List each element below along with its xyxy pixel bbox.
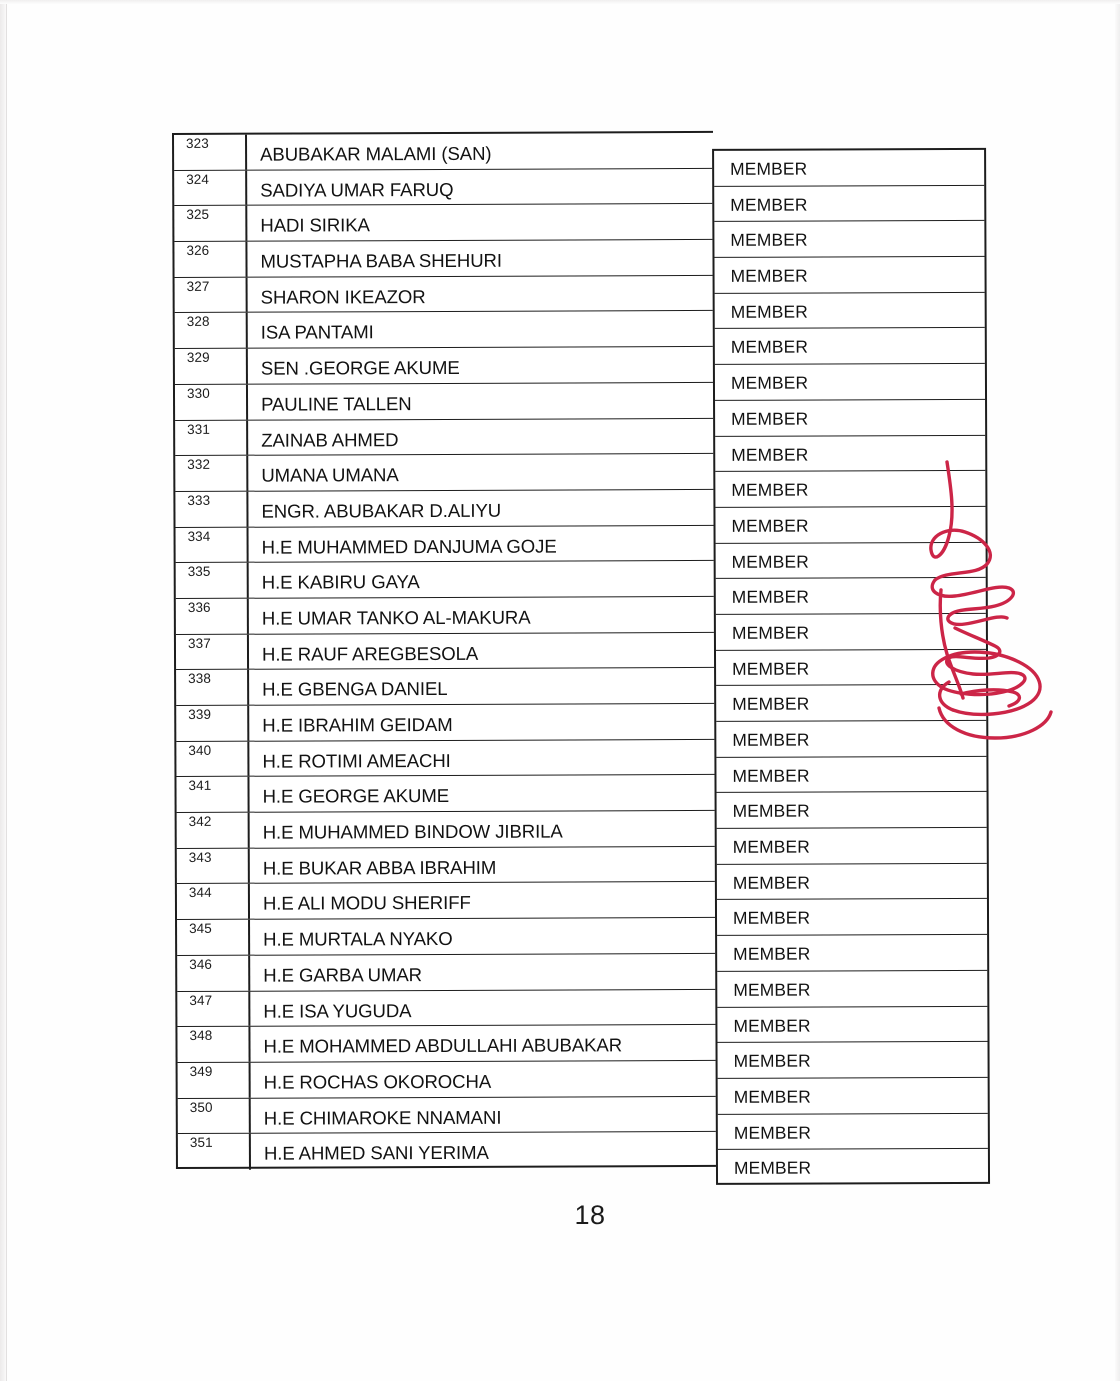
serial-number: 333 (187, 492, 211, 508)
role-cell (715, 507, 985, 544)
role-cell (717, 864, 987, 901)
serial-number-cell (174, 135, 247, 170)
role-cell (718, 1149, 988, 1186)
serial-number: 335 (187, 564, 211, 580)
serial-number: 342 (188, 813, 212, 830)
member-name: H.E MUHAMMED BINDOW JIBRILA (262, 820, 563, 843)
name-cell (251, 1132, 717, 1169)
role-cell (714, 221, 984, 258)
table-row (177, 811, 716, 849)
member-role: MEMBER (733, 1015, 811, 1036)
table-row (175, 490, 714, 528)
member-role: MEMBER (730, 301, 808, 322)
member-role: MEMBER (731, 515, 809, 536)
table-row (178, 1096, 717, 1134)
role-cell (716, 542, 986, 579)
role-cell (716, 685, 986, 722)
member-role: MEMBER (732, 872, 811, 893)
serial-number: 341 (188, 778, 212, 794)
role-cell (715, 364, 985, 401)
serial-number: 328 (186, 314, 210, 330)
table-row (176, 704, 715, 742)
table-row (176, 740, 715, 778)
member-name: H.E MOHAMMED ABDULLAHI ABUBAKAR (263, 1034, 623, 1057)
member-role: MEMBER (733, 1050, 811, 1072)
name-cell (248, 418, 714, 454)
name-cell (248, 454, 714, 490)
member-role: MEMBER (731, 551, 809, 572)
name-cell (248, 311, 714, 347)
table-row (177, 954, 716, 992)
member-role: MEMBER (733, 979, 811, 1000)
role-cell (715, 471, 985, 508)
member-name: H.E ROCHAS OKOROCHA (263, 1070, 492, 1093)
page-edge-top (0, 0, 1120, 4)
serial-number: 334 (187, 528, 211, 544)
serial-number: 338 (188, 671, 211, 687)
serial-number: 348 (189, 1028, 213, 1044)
serial-number: 347 (189, 992, 213, 1008)
page-number-value: 18 (574, 1200, 606, 1230)
member-role: MEMBER (731, 622, 810, 643)
name-cell (249, 525, 715, 561)
role-cell (714, 186, 984, 223)
role-cell (715, 328, 985, 365)
role-cell (717, 828, 987, 865)
table-row (174, 133, 713, 171)
member-name: H.E IBRAHIM GEIDAM (262, 713, 453, 736)
name-cell (250, 918, 716, 954)
name-cell (248, 347, 714, 383)
role-cell (717, 792, 987, 829)
member-name: H.E KABIRU GAYA (261, 571, 420, 593)
name-cell (249, 740, 715, 776)
name-cell (249, 561, 715, 597)
serial-number: 349 (189, 1063, 213, 1079)
serial-number: 351 (189, 1135, 213, 1151)
member-role: MEMBER (730, 372, 809, 393)
member-name: ENGR. ABUBAKAR D.ALIYU (261, 499, 502, 522)
member-name: SADIYA UMAR FARUQ (260, 178, 454, 201)
role-cell (717, 935, 987, 972)
name-cell (249, 704, 715, 740)
name-cell (250, 847, 716, 883)
member-role: MEMBER (732, 765, 810, 786)
member-name: H.E ROTIMI AMEACHI (262, 749, 451, 772)
serial-number: 327 (186, 278, 210, 294)
serial-number: 350 (189, 1099, 213, 1115)
member-name: H.E GARBA UMAR (263, 963, 423, 986)
table-row (175, 454, 714, 492)
member-name: H.E BUKAR ABBA IBRAHIM (262, 856, 497, 879)
table-row (176, 597, 715, 635)
member-role: MEMBER (732, 729, 810, 750)
member-name: PAULINE TALLEN (261, 392, 412, 415)
serial-number-cell (178, 1063, 251, 1098)
role-cell (714, 150, 984, 187)
serial-number-cell (177, 1027, 250, 1062)
role-cell (716, 721, 986, 758)
serial-number: 323 (186, 135, 209, 151)
serial-number-cell (174, 206, 247, 241)
serial-number-cell (175, 456, 248, 491)
page-edge-left-rule (6, 0, 7, 1381)
member-name: H.E UMAR TANKO AL-MAKURA (261, 606, 531, 629)
serial-number-cell (175, 277, 248, 312)
member-role: MEMBER (733, 1157, 812, 1179)
table-role-column (712, 148, 990, 1185)
member-name: H.E MUHAMMED DANJUMA GOJE (261, 535, 557, 558)
member-role: MEMBER (730, 158, 808, 179)
name-cell (249, 775, 715, 811)
role-cell (716, 614, 986, 651)
table-row (176, 633, 715, 671)
serial-number: 343 (188, 849, 212, 865)
member-name: SHARON IKEAZOR (260, 285, 426, 308)
member-name: H.E MURTALA NYAKO (263, 928, 453, 950)
name-cell (251, 1096, 717, 1132)
serial-number-cell (176, 741, 249, 776)
member-role: MEMBER (732, 800, 810, 822)
serial-number-cell (175, 313, 248, 348)
serial-number: 329 (186, 349, 210, 366)
serial-number: 346 (189, 956, 213, 972)
member-role: MEMBER (732, 658, 810, 679)
serial-number: 326 (186, 242, 210, 259)
member-role: MEMBER (731, 408, 809, 429)
serial-number: 339 (188, 706, 212, 722)
table-number-name-columns (172, 131, 717, 1169)
member-name: H.E ALI MODU SHERIFF (262, 892, 471, 915)
role-cell (716, 578, 986, 615)
name-cell (250, 811, 716, 847)
member-name: SEN .GEORGE AKUME (260, 357, 460, 379)
serial-number-cell (176, 599, 249, 634)
serial-number-cell (174, 242, 247, 277)
table-row (175, 311, 714, 349)
member-role: MEMBER (731, 479, 809, 501)
role-cell (718, 1078, 988, 1115)
serial-number-cell (177, 813, 250, 848)
table-row (175, 276, 714, 314)
serial-number-cell (176, 634, 249, 669)
role-cell (715, 400, 985, 437)
serial-number-cell (177, 920, 250, 955)
serial-number: 340 (188, 742, 212, 758)
serial-number: 337 (187, 635, 211, 651)
serial-number-cell (175, 420, 248, 455)
serial-number-cell (176, 563, 249, 598)
table-row (177, 847, 716, 885)
table-row (177, 918, 716, 956)
serial-number-cell (176, 527, 249, 562)
table-row (177, 1025, 716, 1063)
table-row (176, 525, 715, 563)
role-cell (716, 757, 986, 794)
member-name: H.E CHIMAROKE NNAMANI (263, 1106, 502, 1129)
role-cell (716, 650, 986, 687)
serial-number: 332 (187, 457, 211, 473)
serial-number-cell (174, 170, 247, 205)
table-row (174, 204, 713, 242)
member-role: MEMBER (733, 943, 811, 964)
serial-number-cell (177, 848, 250, 883)
member-role: MEMBER (733, 1122, 812, 1143)
member-role: MEMBER (731, 444, 809, 465)
role-cell (717, 1042, 987, 1079)
name-cell (250, 989, 716, 1025)
name-cell (248, 490, 714, 526)
table-row (175, 347, 714, 385)
table-row (177, 882, 716, 920)
name-cell (248, 276, 714, 312)
name-cell (247, 169, 713, 205)
member-role: MEMBER (730, 229, 808, 251)
serial-number-cell (176, 777, 249, 812)
table-row (178, 1061, 717, 1099)
member-name: MUSTAPHA BABA SHEHURI (260, 249, 502, 272)
serial-number: 324 (186, 171, 210, 187)
member-role: MEMBER (731, 586, 810, 608)
serial-number-cell (175, 349, 248, 384)
table-row (176, 775, 715, 813)
table-row (175, 418, 714, 456)
serial-number-cell (176, 706, 249, 741)
serial-number: 345 (189, 920, 212, 937)
member-name: H.E RAUF AREGBESOLA (261, 642, 479, 665)
table-row (177, 989, 716, 1027)
member-list-table (172, 130, 990, 1179)
serial-number-cell (175, 385, 248, 420)
member-role: MEMBER (733, 1086, 811, 1107)
table-row (176, 668, 715, 706)
serial-number: 336 (187, 599, 211, 615)
serial-number-cell (177, 956, 250, 991)
member-name: ABUBAKAR MALAMI (SAN) (260, 142, 492, 165)
page-edge-right (1115, 0, 1120, 1381)
member-name: H.E GBENGA DANIEL (262, 678, 448, 700)
table-row (174, 169, 713, 207)
role-cell (715, 293, 985, 330)
name-cell (247, 204, 713, 240)
name-cell (247, 133, 713, 169)
serial-number-cell (177, 884, 250, 919)
member-role: MEMBER (730, 336, 809, 358)
member-role: MEMBER (732, 836, 811, 857)
serial-number-cell (178, 1098, 251, 1133)
serial-number: 344 (188, 885, 212, 901)
role-cell (714, 257, 984, 294)
table-row (176, 561, 715, 599)
member-role: MEMBER (730, 194, 808, 215)
name-cell (250, 1025, 716, 1061)
table-row (175, 383, 714, 421)
name-cell (249, 597, 715, 633)
serial-number: 331 (187, 421, 210, 437)
member-role: MEMBER (730, 265, 808, 286)
name-cell (248, 383, 714, 419)
member-role: MEMBER (732, 693, 810, 715)
serial-number-cell (176, 670, 249, 705)
serial-number: 330 (186, 385, 210, 401)
role-cell (717, 971, 987, 1008)
member-name: H.E GEORGE AKUME (262, 785, 450, 808)
member-name: ISA PANTAMI (260, 321, 374, 344)
name-cell (251, 1061, 717, 1097)
table-row (174, 240, 713, 278)
page-number (0, 1200, 1120, 1231)
member-role: MEMBER (732, 907, 811, 929)
member-name: UMANA UMANA (261, 464, 399, 486)
role-cell (717, 1006, 987, 1043)
member-name: H.E ISA YUGUDA (263, 999, 412, 1022)
name-cell (249, 633, 715, 669)
serial-number-cell (175, 492, 248, 527)
role-cell (718, 1113, 988, 1150)
member-name: ZAINAB AHMED (261, 428, 399, 451)
serial-number-cell (177, 991, 250, 1026)
member-name: HADI SIRIKA (260, 214, 370, 237)
member-name: H.E AHMED SANI YERIMA (263, 1142, 489, 1164)
table-row (178, 1132, 717, 1170)
role-cell (715, 435, 985, 472)
name-cell (249, 668, 715, 704)
name-cell (250, 882, 716, 918)
serial-number-cell (178, 1134, 251, 1170)
role-cell (717, 899, 987, 936)
name-cell (250, 954, 716, 990)
serial-number: 325 (186, 207, 210, 223)
name-cell (247, 240, 713, 276)
